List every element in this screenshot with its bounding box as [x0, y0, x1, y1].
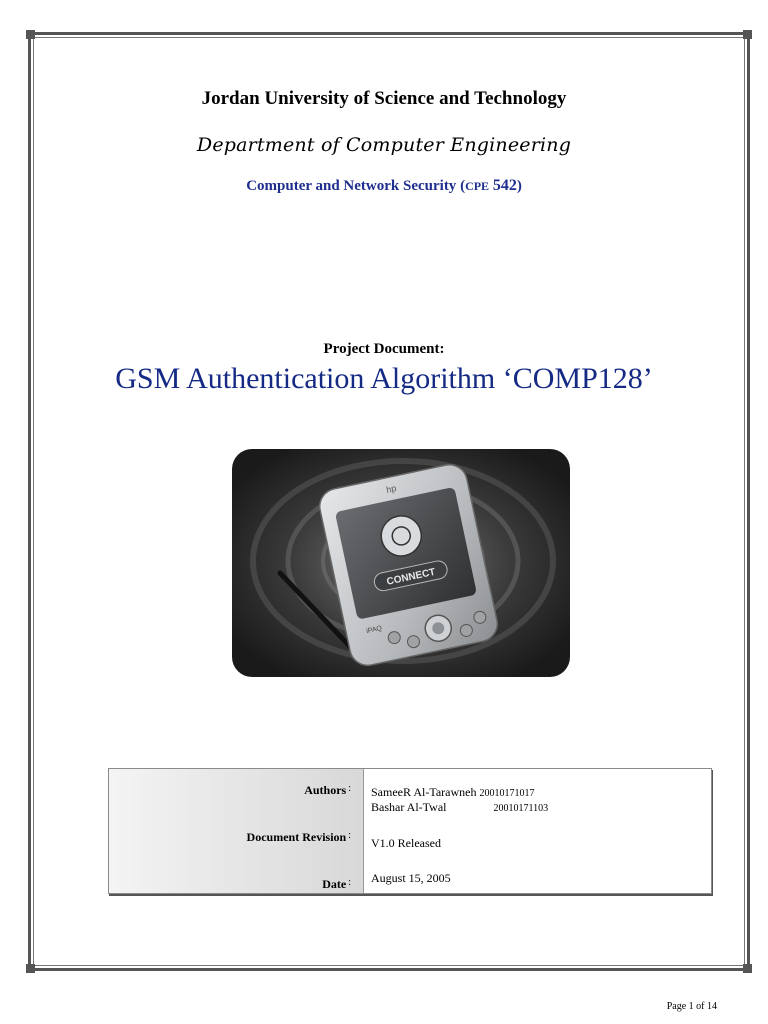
- course-paren-close: ): [516, 178, 522, 194]
- brand-logo: hp: [385, 483, 398, 495]
- border-corner: [26, 964, 35, 973]
- author-2-name: Bashar Al-Twal: [371, 800, 447, 814]
- revision-value: V1.0 Released: [371, 836, 441, 850]
- course-code-number: 542: [492, 177, 517, 194]
- author-1-name: SameeR Al-Tarawneh: [371, 785, 477, 799]
- page-number: Page 1 of 14: [666, 1001, 717, 1012]
- connect-button-label: CONNECT: [385, 566, 437, 588]
- pda-device-illustration: [228, 443, 574, 683]
- course-name: Computer and Network Security: [246, 178, 457, 194]
- revision-label: Document Revision :: [246, 830, 351, 844]
- author-2-id: 20010171103: [493, 803, 549, 814]
- department-name: Department of Computer Engineering: [196, 134, 572, 156]
- document-info-table: [108, 768, 712, 894]
- university-name: Jordan University of Science and Technology: [201, 88, 567, 109]
- border-corner: [743, 964, 752, 973]
- project-document-label: Project Document:: [323, 341, 445, 357]
- author-2: [371, 800, 548, 815]
- author-1: [371, 785, 534, 800]
- document-title: GSM Authentication Algorithm ‘COMP128’: [115, 362, 653, 395]
- border-corner: [743, 30, 752, 39]
- course-title: [0, 177, 768, 195]
- info-label-column: [109, 769, 364, 893]
- authors-label: Authors :: [304, 783, 351, 797]
- date-label: Date :: [322, 877, 351, 891]
- course-paren-open: (: [460, 178, 466, 194]
- course-code-prefix: CPE: [465, 179, 490, 193]
- border-corner: [26, 30, 35, 39]
- author-1-id: 20010171017: [479, 788, 535, 799]
- date-value: August 15, 2005: [371, 871, 451, 885]
- model-label: iPAQ: [365, 625, 383, 636]
